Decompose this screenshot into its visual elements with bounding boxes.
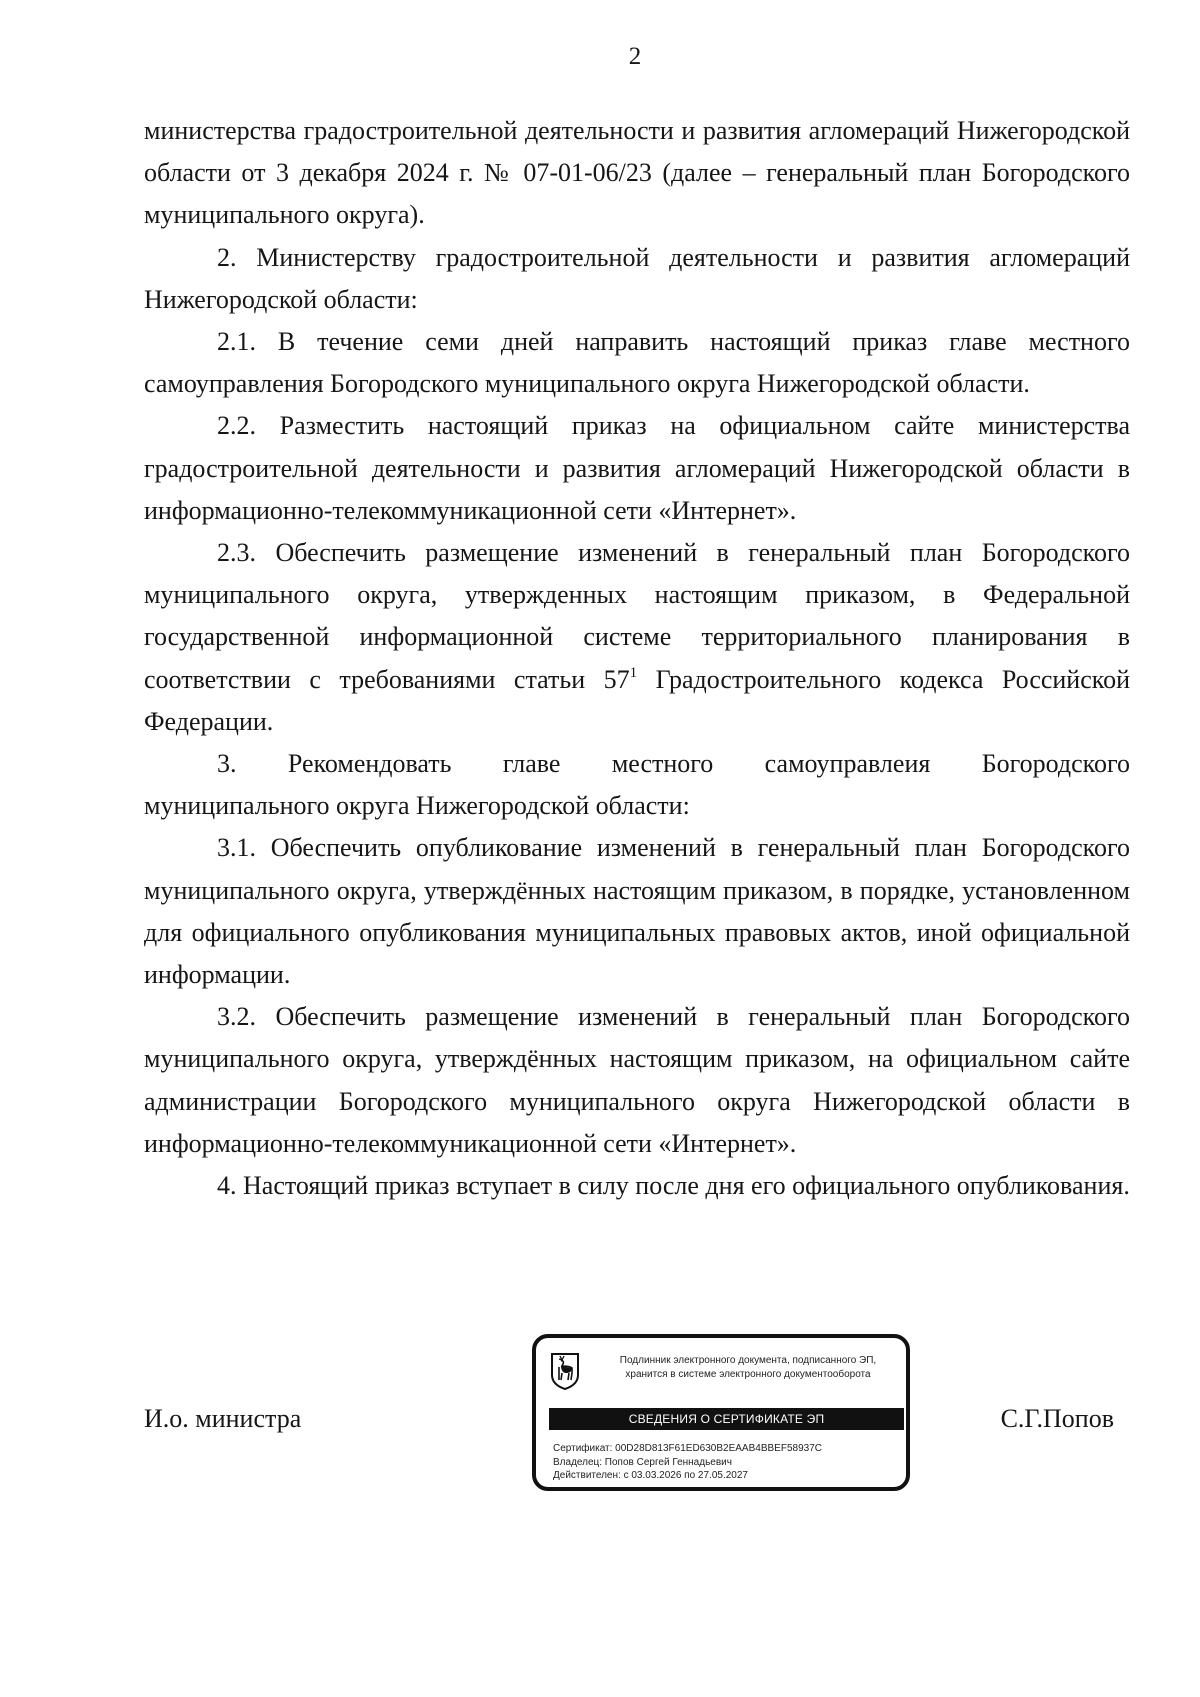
paragraph-item-2-3-tail: Градостроительного кодекса Российской Федерации. (144, 664, 1130, 736)
certificate-info-bar: СВЕДЕНИЯ О СЕРТИФИКАТЕ ЭП (549, 1408, 904, 1430)
paragraph-item-3-line2: муниципального округа Нижегородской области: (144, 791, 690, 821)
paragraph-item-2: 2. Министерству градостроительной деятельности и развития агломераций Нижегородской области: (144, 242, 1130, 314)
certificate-owner: Владелец: Попов Сергей Геннадьевич (553, 1456, 732, 1468)
signer-name: С.Г.Попов (1000, 1404, 1114, 1433)
certificate-validity: Действителен: с 03.03.2026 по 27.05.2027 (553, 1470, 748, 1481)
page-number: 2 (628, 43, 642, 70)
paragraph-item-2-3-text: 2.3. Обеспечить размещение изменений в генеральный план Богородского муниципального округа, утвержденных настоящим приказом, в Федеральной государственной информационной системе территориального планирования в соответствии с требованиями статьи 57 (144, 538, 1130, 694)
paragraph-item-3-1: 3.1. Обеспечить опубликование изменений в генеральный план Богородского муниципального округа, утверждённых настоящим приказом, в порядке, установленном для официального опубликования муниципальных правовых актов, иной официальной информации. (144, 833, 1130, 990)
electronic-signature-stamp (532, 1334, 910, 1491)
paragraph-item-2-1: 2.1. В течение семи дней направить настоящий приказ главе местного самоуправления Богородского муниципального округа Нижегородской области. (144, 327, 1130, 399)
paragraph-item-4: 4. Настоящий приказ вступает в силу после дня его официального опубликования. (217, 1171, 1130, 1201)
document-body (144, 110, 1130, 1207)
signer-title: И.о. министра (144, 1404, 302, 1433)
certificate-number: Сертификат: 00D28D813F61ED630B2EAAB4BBEF58937C (553, 1443, 822, 1454)
paragraph-item-3-line1: 3. Рекомендовать главе местного самоуправлеия Богородского (217, 749, 1130, 779)
stamp-header-line: хранится в системе электронного документооборота (625, 1369, 871, 1380)
stamp-header-line: Подлинник электронного документа, подписанного ЭП, (619, 1355, 877, 1366)
paragraph-item-2-3 (144, 532, 1130, 743)
stamp-header (584, 1354, 912, 1382)
certificate-details (553, 1442, 822, 1483)
paragraph-continuation: министерства градостроительной деятельности и развития агломераций Нижегородской области от 3 декабря 2024 г. № 07-01-06/23 (далее – генеральный план Богородского муниципального округа). (144, 116, 1130, 230)
coat-of-arms-icon (549, 1351, 581, 1391)
paragraph-item-2-2: 2.2. Разместить настоящий приказ на официальном сайте министерства градостроительной деятельности и развития агломераций Нижегородской области в информационно-телекоммуникационной сети «Интернет». (144, 411, 1130, 525)
paragraph-item-3-2: 3.2. Обеспечить размещение изменений в генеральный план Богородского муниципального округа, утверждённых настоящим приказом, на официальном сайте администрации Богородского муниципального округа Нижегородской области в информационно-телекоммуникационной сети «Интернет». (144, 1002, 1130, 1158)
article-superscript: 1 (629, 664, 638, 681)
